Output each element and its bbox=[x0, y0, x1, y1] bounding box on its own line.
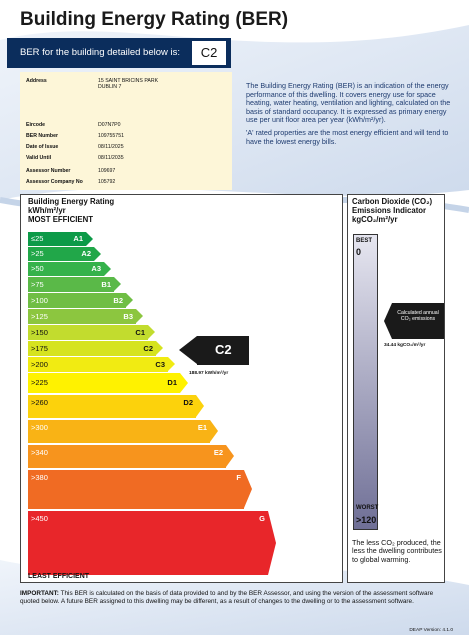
deap-version: DEAP Version: 4.1.0 bbox=[409, 628, 453, 633]
rating-band-label: B1 bbox=[101, 279, 111, 289]
important-text: This BER is calculated on the basis of data provided to and by the BER Assessor, and using the version of the assessment software quoted below. A future BER assigned to this dwelling may be different, as a result of changes to the dwelling or to the assessment software. bbox=[20, 590, 434, 605]
co2-scale-bar bbox=[353, 234, 378, 530]
co2-panel-title bbox=[352, 198, 432, 224]
intro-paragraph-2: 'A' rated properties are the most energy efficient and will tend to have the lowest energy bills. bbox=[246, 127, 449, 146]
ber-number-value: 109755751 bbox=[98, 133, 124, 139]
rating-band-tip bbox=[94, 247, 101, 261]
rating-band-label: D1 bbox=[167, 378, 177, 387]
rating-band-tip bbox=[136, 309, 143, 323]
ber-summary-rating: C2 bbox=[191, 40, 227, 66]
rating-marker-arrow bbox=[179, 336, 197, 364]
rating-band-a2 bbox=[28, 247, 94, 261]
rating-band-a3 bbox=[28, 262, 104, 276]
assessor-company-row bbox=[26, 179, 218, 185]
ber-summary-bar bbox=[7, 38, 231, 68]
energy-rating-panel bbox=[20, 194, 343, 583]
rating-band-range: >200 bbox=[31, 359, 48, 369]
intro-paragraph-1: The Building Energy Rating (BER) is an indication of the energy performance of this dwelling. It covers energy use for space heating, water heating, ventilation and lighting, calculated on the basis of standard occupancy. It is expressed as primary energy use per unit floor area per year (kWh/m²/yr). bbox=[246, 81, 451, 125]
rating-band-tip bbox=[180, 373, 188, 393]
rating-band-e1 bbox=[28, 420, 210, 443]
rating-band-tip bbox=[114, 277, 121, 291]
rating-band-tip bbox=[210, 420, 218, 442]
rating-band-e2 bbox=[28, 445, 226, 468]
rating-band-d1 bbox=[28, 373, 180, 393]
co2-title-line1: Carbon Dioxide (CO₂) bbox=[352, 197, 433, 206]
important-notice bbox=[20, 590, 450, 606]
rating-band-label: A3 bbox=[91, 264, 101, 273]
valid-until-row bbox=[26, 155, 218, 161]
eircode-key: Eircode bbox=[26, 122, 46, 128]
rating-band-label: A1 bbox=[73, 234, 83, 243]
address-panel bbox=[20, 72, 232, 190]
rating-band-tip bbox=[86, 232, 93, 246]
date-of-issue-key: Date of Issue bbox=[26, 144, 59, 150]
co2-note: The less CO₂ produced, the less the dwelling contributes to global warming. bbox=[352, 538, 442, 564]
ber-number-key: BER Number bbox=[26, 133, 58, 139]
rating-band-range: >300 bbox=[31, 423, 48, 432]
rating-band-d2 bbox=[28, 395, 196, 418]
rating-band-label: G bbox=[259, 514, 265, 523]
co2-title-line2: Emissions Indicator bbox=[352, 205, 427, 215]
assessor-company-key: Assessor Company No bbox=[26, 179, 83, 185]
rating-band-c2 bbox=[28, 341, 156, 356]
co2-best-value: 0 bbox=[356, 247, 362, 257]
rating-band-range: >175 bbox=[31, 343, 48, 353]
eircode-row bbox=[26, 122, 218, 128]
rating-band-range: >25 bbox=[31, 249, 44, 258]
rating-band-label: E1 bbox=[197, 423, 207, 432]
rating-band-range: >125 bbox=[31, 311, 48, 321]
rating-panel-title-line1: Building Energy Rating bbox=[28, 197, 115, 206]
rating-band-range: >100 bbox=[31, 295, 48, 305]
rating-band-f bbox=[28, 470, 244, 509]
rating-band-tip bbox=[226, 445, 234, 467]
rating-band-tip bbox=[244, 470, 252, 508]
most-efficient-label: MOST EFFICIENT bbox=[28, 214, 93, 224]
rating-marker bbox=[197, 336, 249, 365]
co2-worst-label: WORST bbox=[356, 505, 379, 511]
rating-band-range: >380 bbox=[31, 473, 48, 482]
address-row bbox=[26, 78, 218, 90]
rating-band-range: >50 bbox=[31, 264, 44, 273]
rating-band-range: >225 bbox=[31, 378, 48, 387]
rating-band-label: D2 bbox=[183, 398, 193, 407]
rating-band-tip bbox=[196, 395, 204, 417]
rating-band-range: ≤25 bbox=[31, 234, 44, 243]
rating-band-range: >340 bbox=[31, 448, 48, 457]
rating-band-label: C2 bbox=[143, 343, 153, 353]
co2-panel bbox=[347, 194, 445, 583]
rating-band-range: >150 bbox=[31, 327, 48, 337]
rating-band-tip bbox=[156, 341, 163, 355]
rating-band-range: >260 bbox=[31, 398, 48, 407]
intro-text bbox=[246, 82, 451, 150]
co2-title-unit: kgCO₂/m²/yr bbox=[352, 214, 398, 224]
rating-band-tip bbox=[104, 262, 111, 276]
assessor-company-value: 105792 bbox=[98, 179, 116, 185]
rating-band-tip bbox=[126, 293, 133, 307]
valid-until-key: Valid Until bbox=[26, 155, 52, 161]
rating-band-tip bbox=[168, 357, 175, 371]
rating-band-tip bbox=[268, 511, 276, 575]
rating-band-g bbox=[28, 511, 268, 575]
rating-band-tip bbox=[148, 325, 155, 339]
rating-band-label: E2 bbox=[213, 448, 223, 457]
valid-until-value: 08/11/2035 bbox=[98, 155, 124, 161]
rating-band-b1 bbox=[28, 277, 114, 292]
co2-marker-value: 34.44 kgCO₂/m²/yr bbox=[384, 343, 426, 348]
page-title: Building Energy Rating (BER) bbox=[20, 9, 289, 30]
rating-band-b2 bbox=[28, 293, 126, 308]
least-efficient-label: LEAST EFFICIENT bbox=[28, 573, 90, 580]
rating-band-a1 bbox=[28, 232, 86, 246]
ber-number-row bbox=[26, 133, 218, 139]
co2-best-label: BEST bbox=[356, 238, 373, 244]
address-value: 15 SAINT BRICINS PARK DUBLIN 7 bbox=[98, 78, 159, 90]
rating-band-range: >75 bbox=[31, 279, 44, 289]
important-label: IMPORTANT: bbox=[20, 590, 59, 597]
co2-marker-arrow bbox=[384, 303, 392, 339]
rating-band-b3 bbox=[28, 309, 136, 324]
ber-summary-label: BER for the building detailed below is: bbox=[20, 47, 181, 58]
date-of-issue-value: 08/11/2025 bbox=[98, 144, 124, 150]
eircode-value: D07N7P0 bbox=[98, 122, 121, 128]
rating-band-label: A2 bbox=[81, 249, 91, 258]
rating-band-c1 bbox=[28, 325, 148, 340]
rating-band-c3 bbox=[28, 357, 168, 372]
rating-band-label: F bbox=[236, 473, 241, 482]
rating-band-range: >450 bbox=[31, 514, 48, 523]
rating-band-label: B2 bbox=[113, 295, 123, 305]
assessor-number-key: Assessor Number bbox=[26, 168, 71, 174]
rating-panel-unit: kWh/m²/yr bbox=[28, 205, 66, 215]
date-of-issue-row bbox=[26, 144, 218, 150]
rating-marker-value: 188.97 kWh/m²/yr bbox=[189, 371, 229, 376]
rating-marker-label: C2 bbox=[215, 342, 232, 357]
co2-worst-value: >120 bbox=[356, 515, 377, 525]
co2-marker: Calculated annual CO₂ emissions bbox=[392, 303, 444, 339]
rating-band-label: C3 bbox=[155, 359, 165, 369]
address-key: Address bbox=[26, 78, 47, 84]
rating-band-label: C1 bbox=[135, 327, 145, 337]
rating-panel-title bbox=[28, 198, 114, 224]
assessor-number-row bbox=[26, 168, 218, 174]
assessor-number-value: 109697 bbox=[98, 168, 116, 174]
rating-band-label: B3 bbox=[123, 311, 133, 321]
